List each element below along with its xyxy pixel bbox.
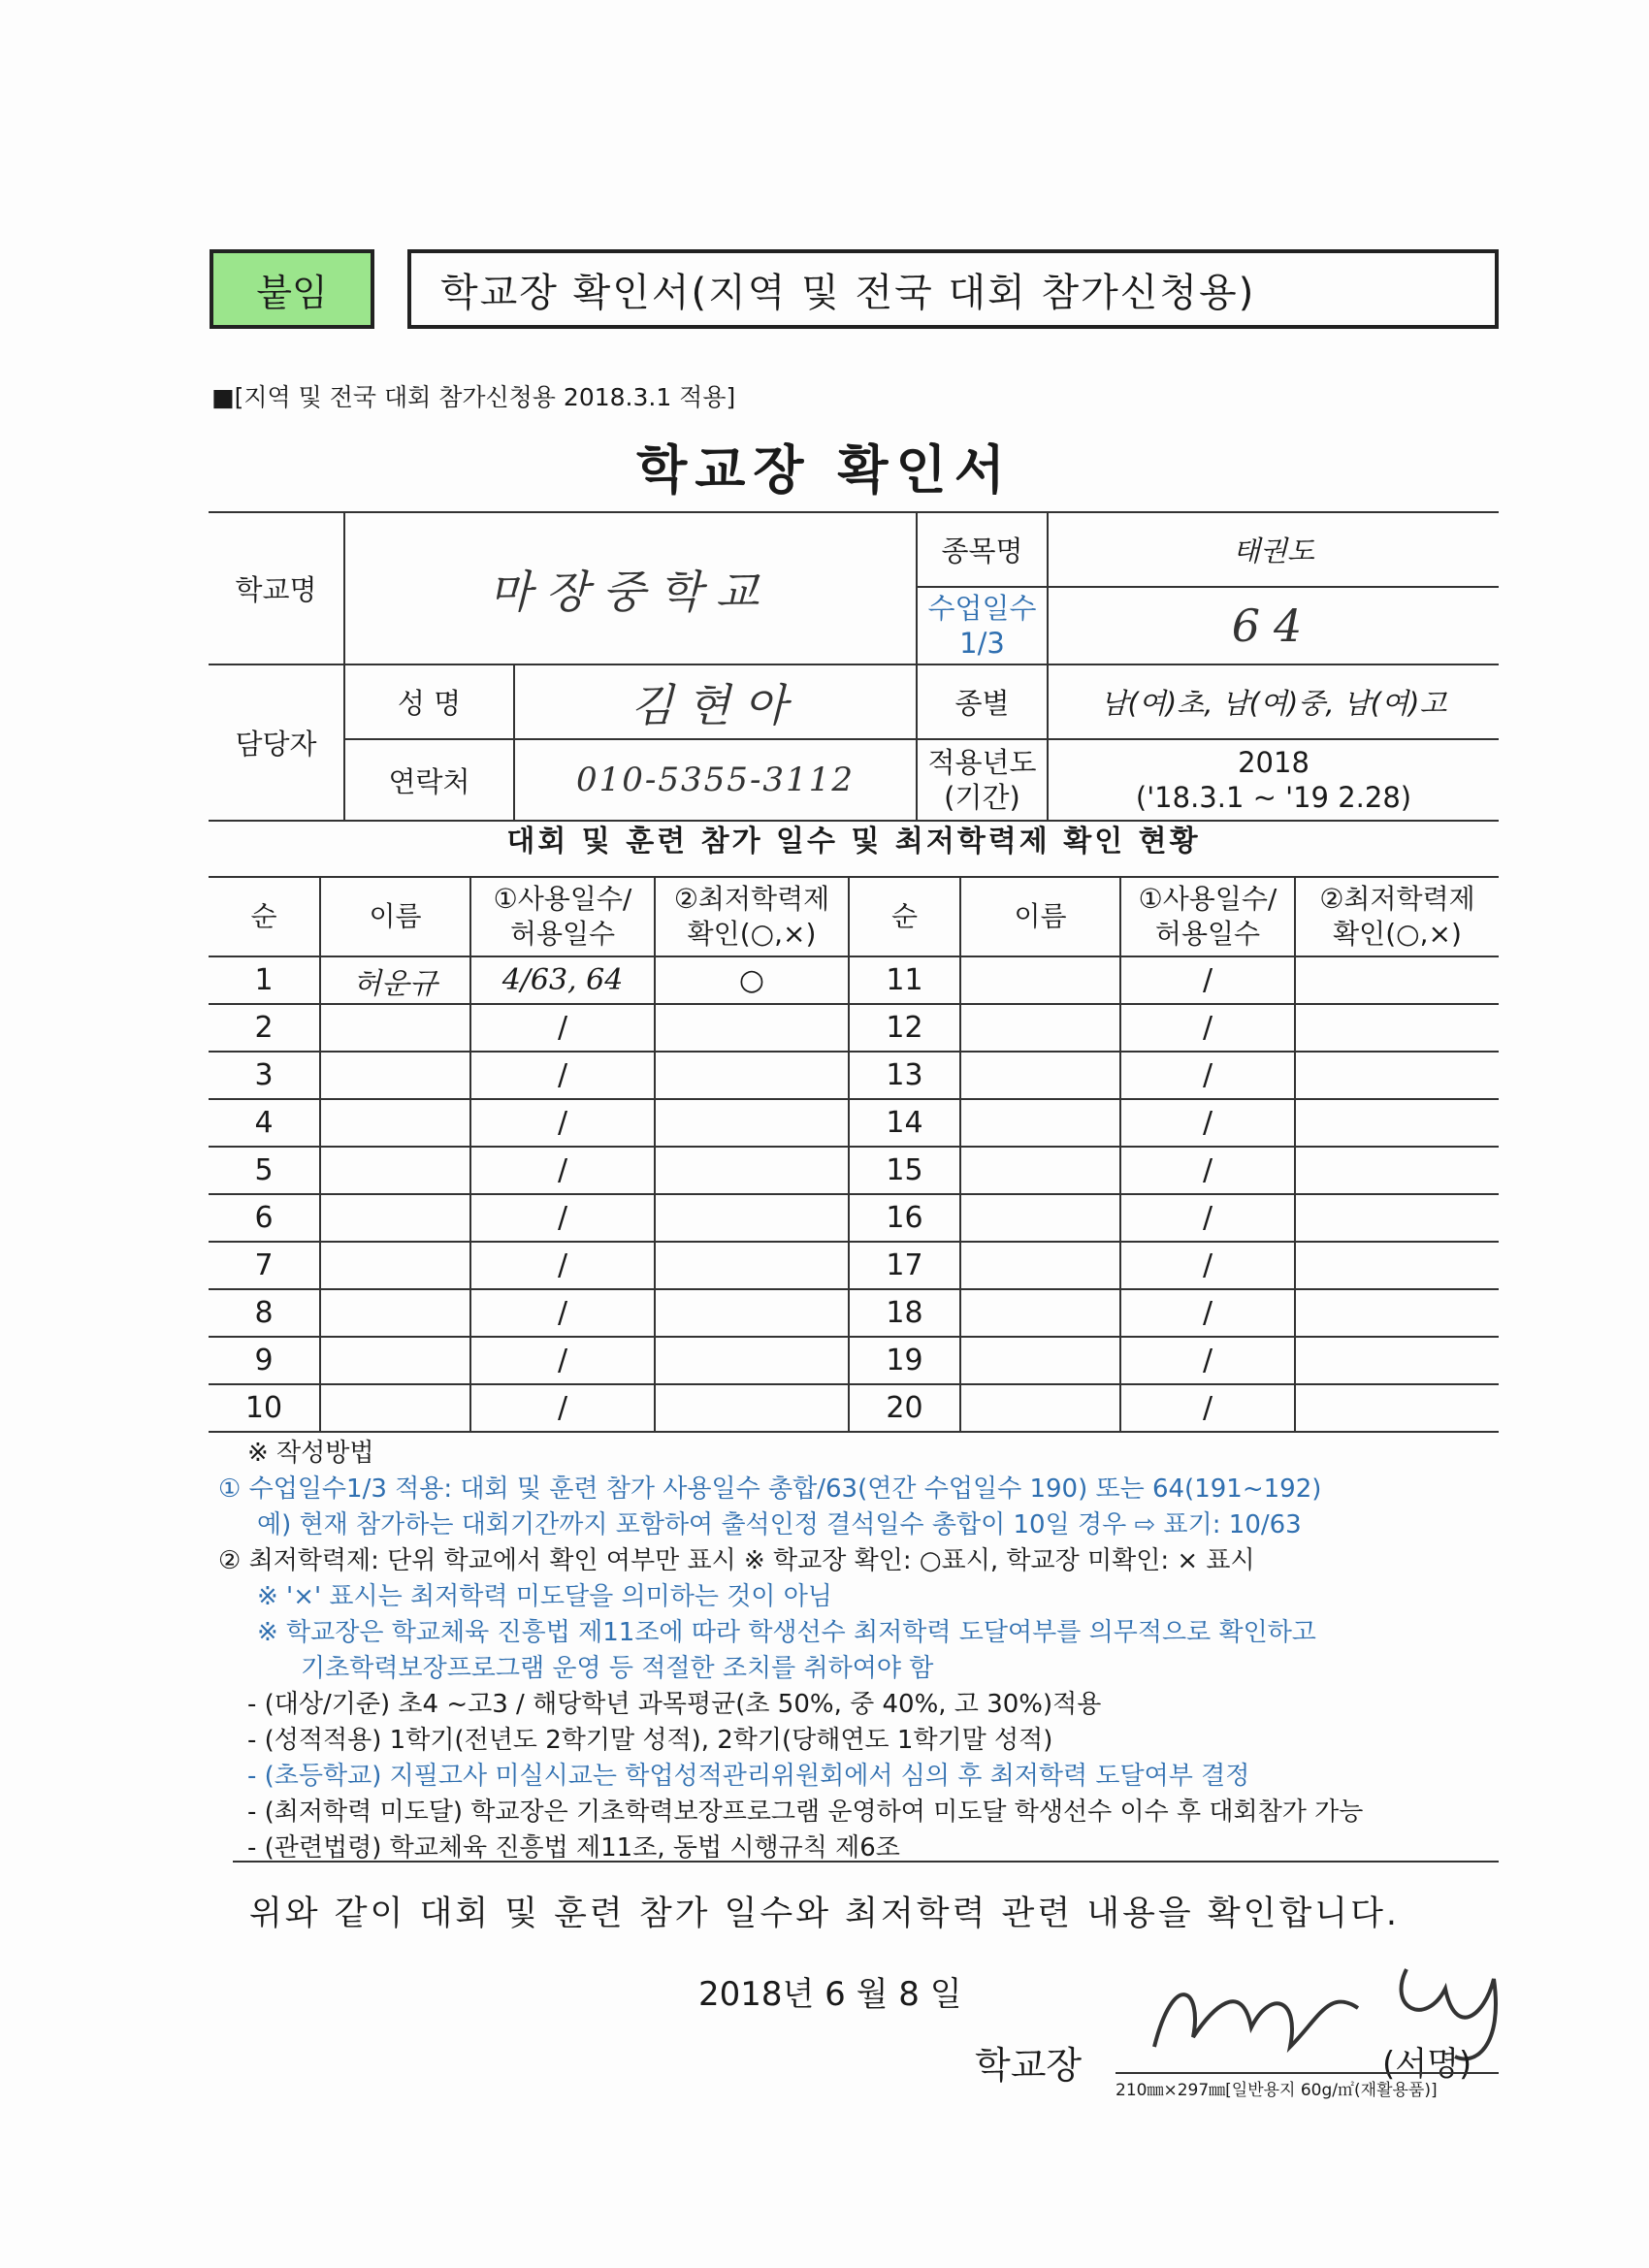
header-days-line1: ①사용일수/ xyxy=(1138,883,1277,915)
guide-note-1: ① 수업일수1/3 적용: 대회 및 훈련 참가 사용일수 총합/63(연간 수업일수 190) 또는 64(191~192) xyxy=(218,1474,1322,1504)
guide-note-2: ② 최저학력제: 단위 학교에서 확인 여부만 표시 ※ 학교장 확인: ○표시, 학교장 미확인: × 표시 xyxy=(218,1546,1255,1575)
header-check-right xyxy=(1295,877,1499,956)
roster-name xyxy=(320,1099,470,1147)
sport-label: 종목명 xyxy=(917,512,1048,587)
guide-note-4: ※ 학교장은 학교체육 진흥법 제11조에 따라 학생선수 최저학력 도달여부를 의무적으로 확인하고 xyxy=(257,1618,1316,1647)
roster-name xyxy=(960,1337,1120,1384)
principal-label: 학교장 xyxy=(975,2044,1083,2087)
roster-days: / xyxy=(470,1194,655,1242)
roster-name xyxy=(960,1147,1120,1194)
days-label-line2: 1/3 xyxy=(959,627,1005,660)
signature-label: (서명) xyxy=(1382,2045,1472,2084)
roster-check xyxy=(655,1004,849,1052)
roster-row xyxy=(209,1242,1499,1289)
contact-label: 담당자 xyxy=(209,664,344,821)
paper-spec: 210㎜×297㎜[일반용지 60g/㎡(재활용품)] xyxy=(1116,2081,1438,2100)
attachment-title: 학교장 확인서(지역 및 전국 대회 참가신청용) xyxy=(407,249,1499,329)
roster-check xyxy=(1295,1099,1499,1147)
roster-no: 16 xyxy=(849,1194,960,1242)
roster-name xyxy=(320,1147,470,1194)
roster-table xyxy=(209,876,1499,1433)
sport-value: 태권도 xyxy=(1048,512,1499,587)
year-label xyxy=(917,739,1048,821)
roster-days: / xyxy=(470,1052,655,1099)
roster-check xyxy=(1295,1004,1499,1052)
roster-no: 19 xyxy=(849,1337,960,1384)
roster-check: ○ xyxy=(655,956,849,1004)
roster-check xyxy=(655,1194,849,1242)
roster-no: 4 xyxy=(209,1099,320,1147)
guide-note-7: - (초등학교) 지필고사 미실시교는 학업성적관리위원회에서 심의 후 최저학력 도달여부 결정 xyxy=(247,1762,1250,1791)
roster-name xyxy=(960,1384,1120,1432)
phone-label: 연락처 xyxy=(344,739,514,821)
roster-row xyxy=(209,1099,1499,1147)
roster-no: 17 xyxy=(849,1242,960,1289)
roster-days: / xyxy=(1120,1147,1295,1194)
roster-check xyxy=(1295,1242,1499,1289)
name-label: 성 명 xyxy=(344,664,514,739)
roster-no: 3 xyxy=(209,1052,320,1099)
roster-check xyxy=(655,1052,849,1099)
roster-no: 13 xyxy=(849,1052,960,1099)
header-days-line2: 허용일수 xyxy=(1154,918,1261,950)
header-days-left xyxy=(470,877,655,956)
header-check-line2: 확인(○,×) xyxy=(1333,918,1462,950)
roster-no: 1 xyxy=(209,956,320,1004)
roster-days: / xyxy=(1120,1384,1295,1432)
roster-no: 15 xyxy=(849,1147,960,1194)
roster-check xyxy=(655,1099,849,1147)
guide-note-4b: 기초학력보장프로그램 운영 등 적절한 조치를 취하여야 함 xyxy=(301,1654,934,1683)
roster-check xyxy=(655,1289,849,1337)
roster-days: / xyxy=(470,1337,655,1384)
roster-no: 2 xyxy=(209,1004,320,1052)
roster-days: 4/63, 64 xyxy=(470,956,655,1004)
roster-no: 18 xyxy=(849,1289,960,1337)
roster-check xyxy=(1295,1052,1499,1099)
writing-guide xyxy=(218,1436,1499,1866)
roster-name xyxy=(320,1289,470,1337)
roster-name xyxy=(320,1242,470,1289)
year-value-line1: 2018 xyxy=(1238,746,1310,779)
notes-divider xyxy=(233,1861,1499,1863)
roster-no: 8 xyxy=(209,1289,320,1337)
roster-name xyxy=(960,1052,1120,1099)
header-name-left: 이름 xyxy=(320,877,470,956)
roster-days: / xyxy=(1120,1194,1295,1242)
roster-row xyxy=(209,1147,1499,1194)
roster-check xyxy=(1295,1337,1499,1384)
date-text: 2018년 6 월 8 일 xyxy=(698,1975,962,2014)
guide-heading: ※ 작성방법 xyxy=(247,1439,374,1468)
header-days-line1: ①사용일수/ xyxy=(493,883,632,915)
guide-note-3: ※ '×' 표시는 최저학력 미도달을 의미하는 것이 아님 xyxy=(257,1582,832,1611)
roster-row xyxy=(209,956,1499,1004)
roster-days: / xyxy=(1120,1337,1295,1384)
roster-name xyxy=(960,1194,1120,1242)
roster-check xyxy=(655,1337,849,1384)
roster-days: / xyxy=(1120,1099,1295,1147)
header-days-line2: 허용일수 xyxy=(509,918,616,950)
roster-check xyxy=(1295,1147,1499,1194)
header-check-line2: 확인(○,×) xyxy=(687,918,817,950)
roster-name xyxy=(960,1099,1120,1147)
roster-no: 11 xyxy=(849,956,960,1004)
gender-value: 남(여)초, 남(여)중, 남(여)고 xyxy=(1048,664,1499,739)
roster-check xyxy=(1295,1384,1499,1432)
roster-days: / xyxy=(470,1004,655,1052)
year-label-line2: (기간) xyxy=(944,781,1020,814)
document-title: 학교장 확인서 xyxy=(636,439,1013,501)
roster-days: / xyxy=(470,1242,655,1289)
roster-row xyxy=(209,1004,1499,1052)
year-label-line1: 적용년도 xyxy=(927,746,1037,779)
header-check-line1: ②최저학력제 xyxy=(1319,883,1475,915)
roster-days: / xyxy=(470,1099,655,1147)
roster-name xyxy=(320,1004,470,1052)
name-value: 김현아 xyxy=(514,664,917,739)
roster-row xyxy=(209,1194,1499,1242)
roster-name xyxy=(960,1289,1120,1337)
roster-no: 5 xyxy=(209,1147,320,1194)
guide-note-1b: 예) 현재 참가하는 대회기간까지 포함하여 출석인정 결석일수 총합이 10일 경우 ⇨ 표기: 10/63 xyxy=(257,1510,1302,1539)
roster-no: 7 xyxy=(209,1242,320,1289)
attachment-badge: 붙임 xyxy=(210,249,374,329)
roster-check xyxy=(655,1242,849,1289)
roster-name xyxy=(320,1337,470,1384)
roster-name xyxy=(320,1384,470,1432)
application-note: ■[지역 및 전국 대회 참가신청용 2018.3.1 적용] xyxy=(211,383,736,411)
roster-no: 20 xyxy=(849,1384,960,1432)
roster-name xyxy=(320,1194,470,1242)
gender-label: 종별 xyxy=(917,664,1048,739)
days-label-line1: 수업일수 xyxy=(927,592,1037,625)
roster-days: / xyxy=(1120,1242,1295,1289)
roster-no: 6 xyxy=(209,1194,320,1242)
roster-no: 9 xyxy=(209,1337,320,1384)
guide-note-5: - (대상/기준) 초4 ~고3 / 해당학년 과목평균(초 50%, 중 40%, 고 30%)적용 xyxy=(247,1690,1102,1719)
roster-name xyxy=(320,1052,470,1099)
section-title: 대회 및 훈련 참가 일수 및 최저학력제 확인 현황 xyxy=(506,825,1201,859)
roster-days: / xyxy=(1120,956,1295,1004)
paper-spec-rule xyxy=(1116,2072,1499,2074)
days-value: 64 xyxy=(1048,587,1499,664)
roster-name xyxy=(960,956,1120,1004)
school-label: 학교명 xyxy=(209,512,344,664)
header-check-left xyxy=(655,877,849,956)
header-check-line1: ②최저학력제 xyxy=(673,883,830,915)
roster-days: / xyxy=(470,1384,655,1432)
header-days-right xyxy=(1120,877,1295,956)
days-label xyxy=(917,587,1048,664)
guide-note-6: - (성적적용) 1학기(전년도 2학기말 성적), 2학기(당해연도 1학기말 성적) xyxy=(247,1726,1053,1755)
roster-row xyxy=(209,1052,1499,1099)
roster-name xyxy=(960,1004,1120,1052)
year-value-line2: ('18.3.1 ~ '19 2.28) xyxy=(1135,781,1412,814)
roster-check xyxy=(655,1384,849,1432)
roster-no: 12 xyxy=(849,1004,960,1052)
roster-row xyxy=(209,1289,1499,1337)
roster-days: / xyxy=(1120,1289,1295,1337)
roster-no: 10 xyxy=(209,1384,320,1432)
guide-note-9: - (관련법령) 학교체육 진흥법 제11조, 동법 시행규칙 제6조 xyxy=(247,1833,900,1863)
roster-check xyxy=(1295,956,1499,1004)
guide-note-8: - (최저학력 미도달) 학교장은 기초학력보장프로그램 운영하여 미도달 학생선수 이수 후 대회참가 가능 xyxy=(247,1798,1364,1827)
year-value xyxy=(1048,739,1499,821)
roster-row xyxy=(209,1384,1499,1432)
phone-value: 010-5355-3112 xyxy=(514,739,917,821)
roster-days: / xyxy=(1120,1052,1295,1099)
header-no-right: 순 xyxy=(849,877,960,956)
roster-days: / xyxy=(470,1289,655,1337)
header-name-right: 이름 xyxy=(960,877,1120,956)
roster-days: / xyxy=(470,1147,655,1194)
roster-no: 14 xyxy=(849,1099,960,1147)
roster-check xyxy=(1295,1194,1499,1242)
roster-row xyxy=(209,1337,1499,1384)
school-value: 마장중학교 xyxy=(344,512,917,664)
header-no-left: 순 xyxy=(209,877,320,956)
roster-name: 허운규 xyxy=(320,956,470,1004)
roster-check xyxy=(1295,1289,1499,1337)
roster-days: / xyxy=(1120,1004,1295,1052)
confirmation-text: 위와 같이 대회 및 훈련 참가 일수와 최저학력 관련 내용을 확인합니다. xyxy=(248,1895,1401,1933)
info-table xyxy=(209,511,1499,822)
roster-name xyxy=(960,1242,1120,1289)
roster-check xyxy=(655,1147,849,1194)
